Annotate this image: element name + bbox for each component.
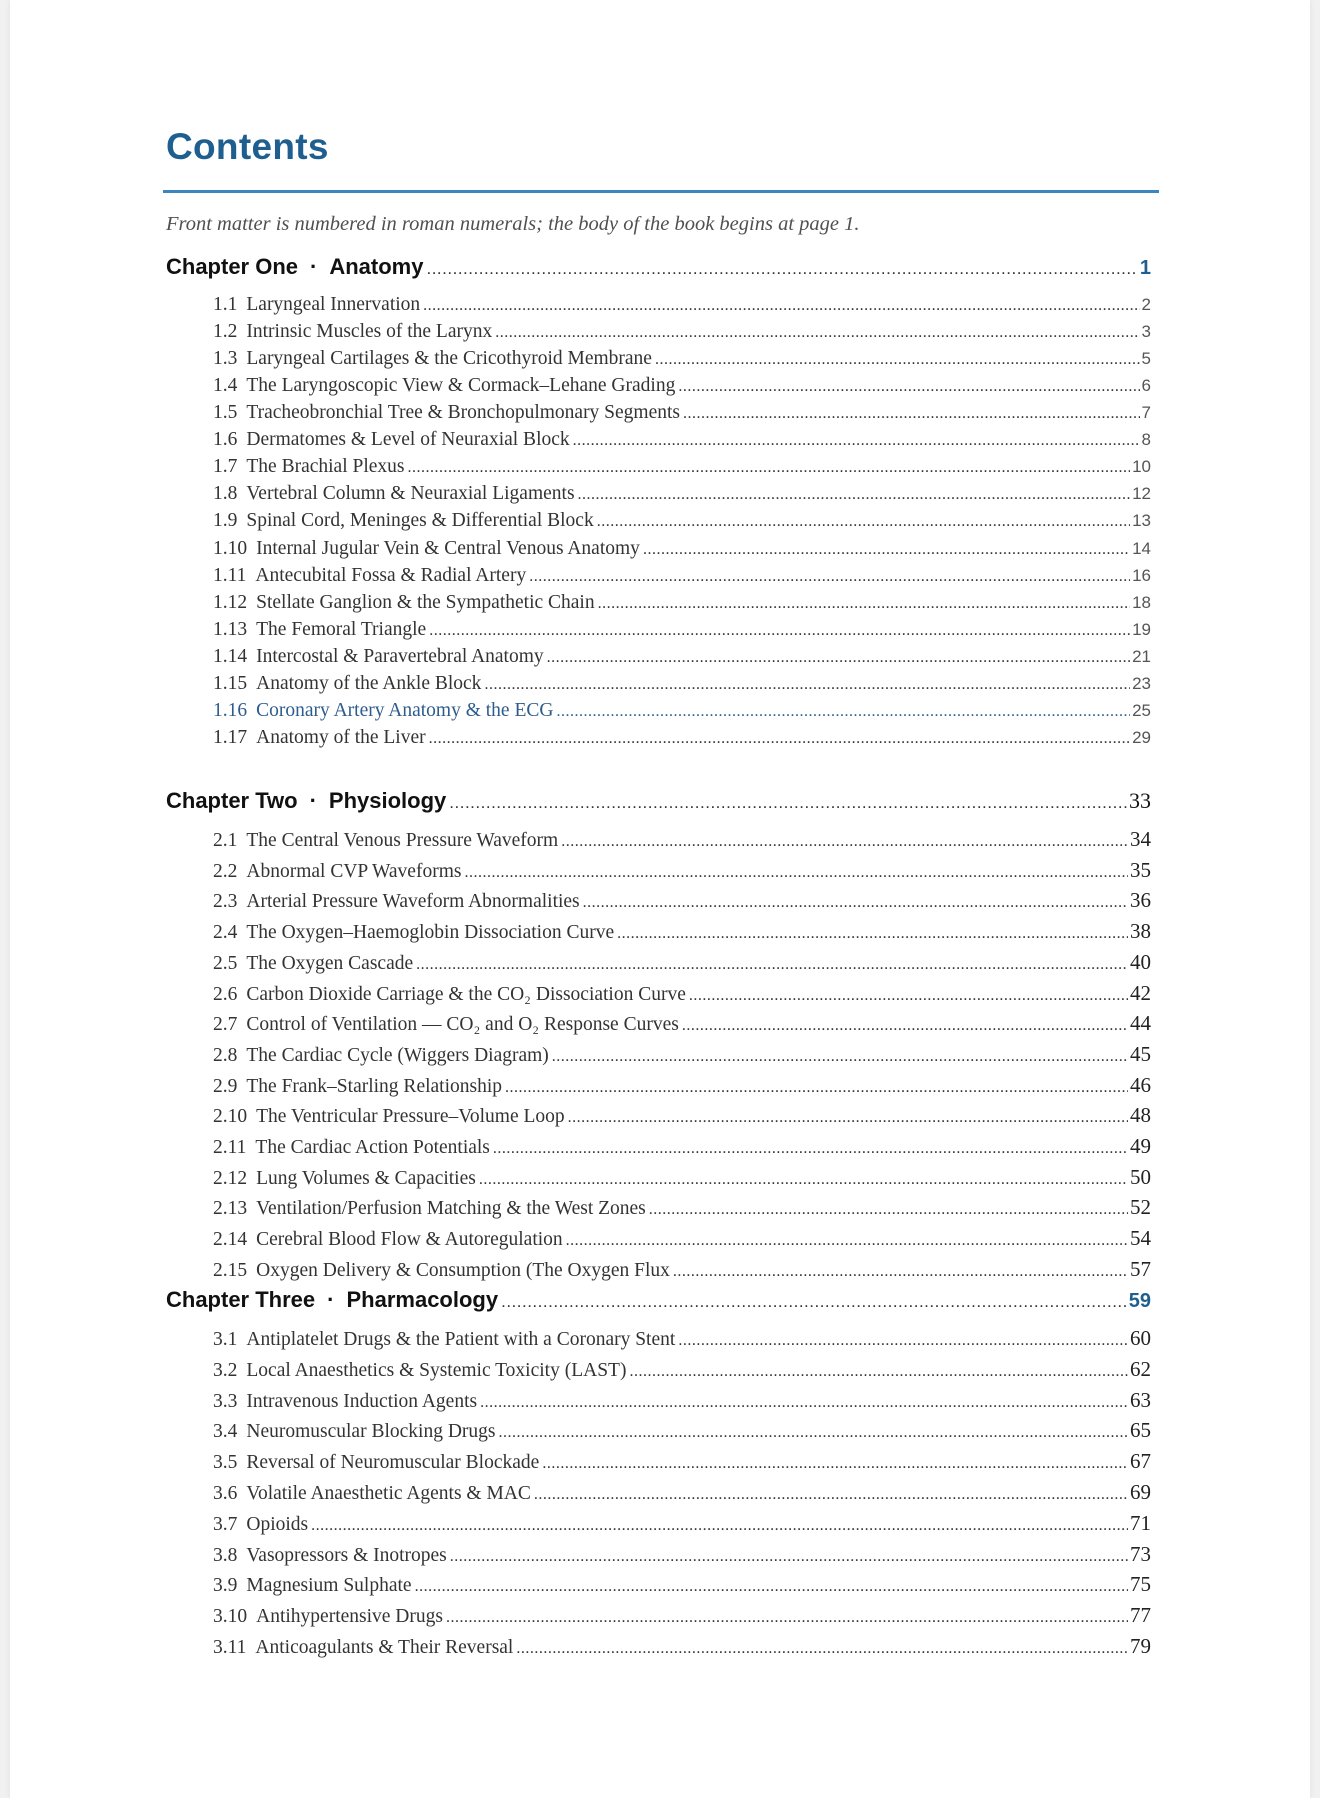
toc-entry[interactable]: [213, 673, 1151, 699]
section-page-number: 5: [1141, 349, 1151, 369]
toc-entry[interactable]: [213, 375, 1151, 401]
toc-entry-title: [213, 1106, 565, 1128]
section-page-number: 29: [1132, 727, 1151, 747]
section-title: Anticoagulants & Their Reversal: [255, 1637, 514, 1658]
toc-entry-title: [213, 538, 640, 560]
section-number: 3.10: [213, 1606, 248, 1628]
dot-leader: [479, 1171, 1128, 1189]
section-page-number: 44: [1130, 1011, 1151, 1036]
section-title: Intravenous Induction Agents: [246, 1390, 478, 1412]
toc-entry-title: [213, 830, 558, 852]
toc-entry-title: [213, 1391, 477, 1413]
toc-entry[interactable]: [213, 429, 1151, 455]
toc-entry[interactable]: [213, 483, 1151, 509]
section-page-number: 21: [1132, 646, 1151, 666]
toc-entry-title: [213, 1260, 670, 1282]
section-title: Tracheobronchial Tree & Bronchopulmonary Segments: [246, 402, 681, 424]
section-number: 3.11: [213, 1637, 247, 1658]
toc-entry[interactable]: [213, 1572, 1151, 1598]
toc-entry[interactable]: [213, 1103, 1151, 1129]
section-number: 2.9: [213, 1075, 238, 1097]
section-number: 1.13: [213, 618, 248, 640]
toc-entry[interactable]: [213, 1449, 1151, 1475]
toc-entry-title: [213, 1606, 443, 1628]
section-page-number: 79: [1130, 1634, 1151, 1658]
section-number: 2.6: [213, 983, 238, 1005]
section-number: 3.8: [213, 1544, 238, 1566]
section-page-number: 77: [1130, 1603, 1151, 1628]
section-number: 1.9: [213, 510, 238, 532]
toc-entry[interactable]: [213, 1042, 1151, 1068]
section-page-number: 48: [1130, 1103, 1151, 1128]
section-title: Carbon Dioxide Carriage & the CO₂ Dissociation Curve: [246, 983, 686, 1005]
section-title: Control of Ventilation — CO₂ and O₂ Response Curves: [246, 1014, 679, 1036]
section-title: Spinal Cord, Meninges & Differential Block: [246, 510, 594, 532]
dot-leader: [449, 793, 1127, 813]
toc-entry[interactable]: [213, 827, 1151, 853]
section-page-number: 23: [1132, 673, 1151, 693]
toc-entry-title: [213, 592, 595, 614]
toc-entry-title: [213, 1575, 412, 1597]
dot-leader: [501, 1292, 1127, 1312]
chapter-page-number: 59: [1128, 1290, 1151, 1312]
toc-entry[interactable]: [213, 1134, 1151, 1160]
toc-entry[interactable]: [213, 646, 1151, 672]
dot-leader: [678, 378, 1139, 396]
section-page-number: 12: [1132, 484, 1151, 504]
toc-entry[interactable]: [213, 858, 1151, 884]
section-page-number: 38: [1130, 919, 1151, 944]
toc-entry[interactable]: [213, 1480, 1151, 1506]
chapter-separator: ·: [327, 1287, 335, 1312]
toc-entry[interactable]: [213, 1226, 1151, 1252]
dot-leader: [573, 432, 1140, 450]
toc-entry[interactable]: [213, 1511, 1151, 1537]
section-number: 3.3: [213, 1390, 238, 1412]
section-title: Intercostal & Paravertebral Anatomy: [256, 645, 544, 667]
chapter-name: Anatomy: [329, 254, 424, 279]
section-title: Dermatomes & Level of Neuraxial Block: [246, 429, 570, 451]
toc-entry[interactable]: [213, 1603, 1151, 1629]
front-matter-note: Front matter is numbered in roman numerals; the body of the book begins at page 1.: [166, 213, 860, 235]
section-page-number: 71: [1130, 1510, 1151, 1535]
toc-entry-title: [213, 1329, 675, 1351]
toc-entry-title: [213, 1483, 531, 1505]
chapter-heading[interactable]: [166, 1287, 1151, 1317]
section-page-number: 67: [1130, 1449, 1151, 1474]
toc-entry-title: [213, 984, 686, 1006]
section-title: The Oxygen Cascade: [246, 952, 414, 974]
section-title: Reversal of Neuromuscular Blockade: [246, 1452, 540, 1474]
section-page-number: 49: [1130, 1134, 1151, 1158]
section-page-number: 2: [1141, 295, 1151, 314]
toc-entry-title: [213, 402, 680, 424]
section-number: 1.4: [213, 375, 238, 397]
toc-entry[interactable]: [213, 888, 1151, 914]
toc-entry[interactable]: [213, 1357, 1151, 1383]
section-page-number: 50: [1130, 1164, 1151, 1189]
chapter-title: [166, 788, 446, 814]
section-title: Ventilation/Perfusion Matching & the West Zones: [256, 1198, 646, 1220]
section-title: The Cardiac Cycle (Wiggers Diagram): [246, 1044, 549, 1066]
toc-entry[interactable]: [213, 1542, 1151, 1568]
chapter-heading[interactable]: [166, 254, 1151, 284]
section-title: The Frank–Starling Relationship: [246, 1075, 503, 1097]
chapter-label: Chapter Two: [166, 788, 298, 813]
section-number: 1.8: [213, 483, 238, 505]
section-title: The Oxygen–Haemoglobin Dissociation Curve: [246, 922, 615, 944]
toc-entry-title: [213, 700, 553, 722]
chapter-title: [166, 254, 423, 280]
section-page-number: 8: [1141, 430, 1151, 450]
section-number: 3.7: [213, 1513, 238, 1535]
dot-leader: [495, 324, 1139, 342]
section-page-number: 65: [1130, 1418, 1151, 1443]
dot-leader: [311, 1517, 1128, 1535]
section-number: 2.5: [213, 952, 238, 974]
section-page-number: 34: [1130, 827, 1151, 851]
chapter-heading[interactable]: [166, 788, 1151, 818]
section-title: Vasopressors & Inotropes: [246, 1544, 447, 1566]
toc-entry[interactable]: [213, 1011, 1151, 1037]
section-title: Coronary Artery Anatomy & the ECG: [256, 699, 554, 721]
dot-leader: [499, 1424, 1129, 1442]
section-page-number: 10: [1132, 457, 1151, 477]
section-title: Opioids: [246, 1513, 309, 1535]
section-page-number: 62: [1130, 1356, 1151, 1381]
chapter-label: Chapter Three: [166, 1287, 316, 1312]
section-number: 2.10: [213, 1106, 248, 1128]
section-number: 2.14: [213, 1229, 248, 1251]
toc-entry-title: [213, 891, 580, 913]
toc-entry[interactable]: [213, 348, 1151, 374]
toc-entry[interactable]: [213, 321, 1151, 347]
dot-leader: [516, 1640, 1128, 1658]
dot-leader: [568, 1109, 1128, 1127]
section-title: Vertebral Column & Neuraxial Ligaments: [246, 483, 575, 505]
section-title: Antihypertensive Drugs: [256, 1606, 443, 1628]
dot-leader: [480, 1394, 1128, 1412]
section-number: 1.5: [213, 402, 238, 424]
section-number: 3.9: [213, 1575, 238, 1597]
chapter-name: Physiology: [328, 788, 447, 813]
section-title: Volatile Anaesthetic Agents & MAC: [246, 1483, 531, 1504]
toc-entry[interactable]: [213, 1257, 1151, 1283]
toc-entry[interactable]: [213, 619, 1151, 645]
dot-leader: [629, 1363, 1128, 1381]
section-title: The Femoral Triangle: [256, 618, 427, 640]
chapter-page-number: 1: [1139, 257, 1151, 279]
toc-entry-title: [213, 1137, 490, 1159]
chapter-separator: ·: [310, 254, 318, 279]
toc-entry-title: [213, 321, 492, 343]
section-title: Antecubital Fossa & Radial Artery: [255, 564, 527, 586]
toc-entry-title: [213, 1168, 476, 1190]
toc-entry-title: [213, 861, 461, 883]
section-page-number: 40: [1130, 949, 1151, 974]
toc-entry[interactable]: [213, 402, 1151, 428]
section-title: Anatomy of the Ankle Block: [256, 672, 482, 694]
section-number: 1.2: [213, 321, 238, 343]
dot-leader: [649, 1201, 1128, 1219]
toc-entry-title: [213, 953, 413, 975]
dot-leader: [583, 894, 1128, 912]
section-page-number: 46: [1130, 1072, 1151, 1097]
dot-leader: [423, 297, 1139, 315]
section-number: 1.1: [213, 294, 238, 315]
toc-entry-title: [213, 483, 575, 505]
section-number: 1.15: [213, 672, 248, 694]
toc-entry[interactable]: [213, 1073, 1151, 1099]
toc-entry-title: [213, 1421, 496, 1443]
toc-entry[interactable]: [213, 456, 1151, 482]
toc-entry[interactable]: [213, 565, 1151, 591]
section-number: 2.1: [213, 830, 238, 851]
section-page-number: 19: [1132, 619, 1151, 639]
section-title: The Cardiac Action Potentials: [255, 1137, 490, 1158]
toc-entry[interactable]: [213, 1326, 1151, 1352]
toc-entry-title: [213, 619, 426, 641]
dot-leader: [597, 513, 1130, 531]
section-page-number: 75: [1130, 1572, 1151, 1597]
section-page-number: 42: [1130, 980, 1151, 1005]
section-page-number: 57: [1130, 1256, 1151, 1281]
toc-entry[interactable]: [213, 1165, 1151, 1191]
section-number: 2.11: [213, 1137, 247, 1158]
toc-entry[interactable]: [213, 981, 1151, 1007]
dot-leader: [429, 730, 1130, 748]
section-page-number: 52: [1130, 1195, 1151, 1220]
toc-entry[interactable]: [213, 950, 1151, 976]
section-number: 1.14: [213, 645, 248, 667]
section-number: 1.10: [213, 537, 248, 559]
section-number: 2.12: [213, 1167, 248, 1189]
section-title: Anatomy of the Liver: [256, 726, 426, 748]
section-page-number: 18: [1132, 592, 1151, 612]
section-page-number: 13: [1132, 511, 1151, 531]
toc-entry-title: [213, 1014, 679, 1036]
toc-entry[interactable]: [213, 1388, 1151, 1414]
section-page-number: 25: [1132, 700, 1151, 720]
dot-leader: [655, 351, 1140, 369]
section-page-number: 63: [1130, 1387, 1151, 1412]
section-title: Internal Jugular Vein & Central Venous Anatomy: [256, 537, 640, 559]
dot-leader: [673, 1263, 1128, 1281]
toc-entry-title: [213, 1076, 502, 1098]
dot-leader: [534, 1486, 1128, 1504]
dot-leader: [416, 956, 1128, 974]
section-title: Stellate Ganglion & the Sympathetic Chain: [256, 591, 595, 613]
toc-entry[interactable]: [213, 538, 1151, 564]
toc-entry-title: [213, 1045, 549, 1067]
toc-entry[interactable]: [213, 1418, 1151, 1444]
toc-entry-title: [213, 1637, 513, 1659]
section-number: 2.8: [213, 1044, 238, 1066]
dot-leader: [556, 703, 1130, 721]
dot-leader: [493, 1140, 1128, 1158]
dot-leader: [542, 1455, 1128, 1473]
section-title: The Central Venous Pressure Waveform: [246, 830, 559, 851]
section-title: The Laryngoscopic View & Cormack–Lehane Grading: [246, 375, 676, 397]
section-number: 1.7: [213, 456, 238, 478]
toc-entry[interactable]: [213, 510, 1151, 536]
section-number: 1.16: [213, 699, 248, 721]
section-page-number: 45: [1130, 1041, 1151, 1066]
toc-entry-title: [213, 1452, 539, 1474]
dot-leader: [429, 622, 1130, 640]
toc-entry-title: [213, 565, 526, 587]
section-title: Magnesium Sulphate: [246, 1575, 412, 1597]
toc-entry[interactable]: [213, 592, 1151, 618]
section-page-number: 3: [1141, 322, 1151, 342]
section-page-number: 73: [1130, 1541, 1151, 1566]
dot-leader: [415, 1578, 1128, 1596]
toc-entry-title: [213, 727, 426, 749]
toc-entry-title: [213, 673, 481, 695]
section-title: Abnormal CVP Waveforms: [246, 860, 462, 882]
toc-entry[interactable]: [213, 1195, 1151, 1221]
dot-leader: [578, 486, 1131, 504]
section-number: 2.3: [213, 891, 238, 913]
toc-entry[interactable]: [213, 1634, 1151, 1660]
dot-leader: [426, 259, 1137, 279]
chapter-label: Chapter One: [166, 254, 299, 279]
chapter-separator: ·: [309, 788, 317, 813]
section-title: The Ventricular Pressure–Volume Loop: [256, 1106, 565, 1128]
document-page: [10, 0, 1310, 1798]
section-title: Lung Volumes & Capacities: [256, 1167, 476, 1189]
toc-entry-title: [213, 429, 570, 451]
section-page-number: 14: [1132, 538, 1151, 558]
toc-entry[interactable]: [213, 294, 1151, 320]
section-title: Local Anaesthetics & Systemic Toxicity (LAST): [246, 1359, 627, 1381]
toc-entry-title: [213, 456, 405, 478]
toc-entry-title: [213, 348, 652, 370]
dot-leader: [682, 1017, 1128, 1035]
section-title: Oxygen Delivery & Consumption (The Oxygen Flux: [256, 1259, 670, 1281]
dot-leader: [689, 987, 1128, 1005]
dot-leader: [505, 1079, 1128, 1097]
section-title: Laryngeal Innervation: [246, 294, 421, 315]
dot-leader: [643, 541, 1130, 559]
section-page-number: 6: [1141, 376, 1151, 396]
section-page-number: 60: [1130, 1326, 1151, 1350]
chapter-name: Pharmacology: [346, 1287, 499, 1312]
section-title: Neuromuscular Blocking Drugs: [246, 1421, 496, 1443]
section-title: Intrinsic Muscles of the Larynx: [246, 321, 493, 343]
page-title: Contents: [166, 126, 329, 167]
toc-entry-title: [213, 1360, 626, 1382]
dot-leader: [566, 1232, 1128, 1250]
dot-leader: [484, 676, 1130, 694]
dot-leader: [552, 1048, 1128, 1066]
toc-entry-title: [213, 375, 675, 397]
section-title: The Brachial Plexus: [246, 456, 405, 478]
section-number: 3.5: [213, 1452, 238, 1474]
title-divider: [163, 190, 1159, 193]
toc-entry-title: [213, 1514, 308, 1536]
toc-entry-title: [213, 1198, 646, 1220]
section-page-number: 35: [1130, 857, 1151, 882]
dot-leader: [464, 864, 1128, 882]
dot-leader: [598, 595, 1130, 613]
dot-leader: [547, 649, 1130, 667]
section-number: 3.4: [213, 1421, 238, 1443]
toc-entry-title: [213, 1545, 447, 1567]
section-page-number: 54: [1130, 1226, 1151, 1251]
section-number: 1.17: [213, 726, 248, 748]
dot-leader: [678, 1332, 1128, 1350]
section-title: Antiplatelet Drugs & the Patient with a Coronary Stent: [246, 1329, 676, 1350]
section-title: Laryngeal Cartilages & the Cricothyroid Membrane: [246, 348, 652, 370]
section-page-number: 16: [1132, 565, 1151, 585]
section-number: 2.13: [213, 1198, 248, 1220]
section-page-number: 69: [1130, 1480, 1151, 1504]
dot-leader: [408, 459, 1131, 477]
section-number: 2.7: [213, 1014, 238, 1036]
section-number: 2.4: [213, 922, 238, 944]
chapter-page-number: 33: [1129, 788, 1151, 813]
toc-entry-title: [213, 646, 544, 668]
section-number: 3.2: [213, 1359, 238, 1381]
section-page-number: 36: [1130, 888, 1151, 913]
dot-leader: [617, 925, 1128, 943]
section-title: Arterial Pressure Waveform Abnormalities: [246, 891, 580, 913]
dot-leader: [683, 405, 1140, 423]
toc-entry-title: [213, 922, 614, 944]
section-page-number: 7: [1141, 403, 1151, 423]
dot-leader: [529, 568, 1130, 586]
toc-entry-title: [213, 510, 594, 532]
toc-entry-title: [213, 294, 420, 316]
section-number: 2.2: [213, 860, 238, 882]
dot-leader: [446, 1609, 1128, 1627]
section-number: 1.11: [213, 564, 247, 586]
section-title: Cerebral Blood Flow & Autoregulation: [256, 1229, 563, 1251]
toc-entry-title: [213, 1229, 563, 1251]
dot-leader: [450, 1548, 1128, 1566]
chapter-title: [166, 1287, 498, 1313]
dot-leader: [561, 833, 1128, 851]
section-number: 2.15: [213, 1259, 248, 1281]
section-number: 1.6: [213, 429, 238, 451]
toc-entry[interactable]: [213, 919, 1151, 945]
section-number: 1.3: [213, 348, 238, 370]
section-number: 3.6: [213, 1483, 238, 1504]
toc-entry[interactable]: [213, 700, 1151, 726]
section-number: 3.1: [213, 1329, 238, 1350]
section-number: 1.12: [213, 591, 248, 613]
toc-entry[interactable]: [213, 727, 1151, 753]
